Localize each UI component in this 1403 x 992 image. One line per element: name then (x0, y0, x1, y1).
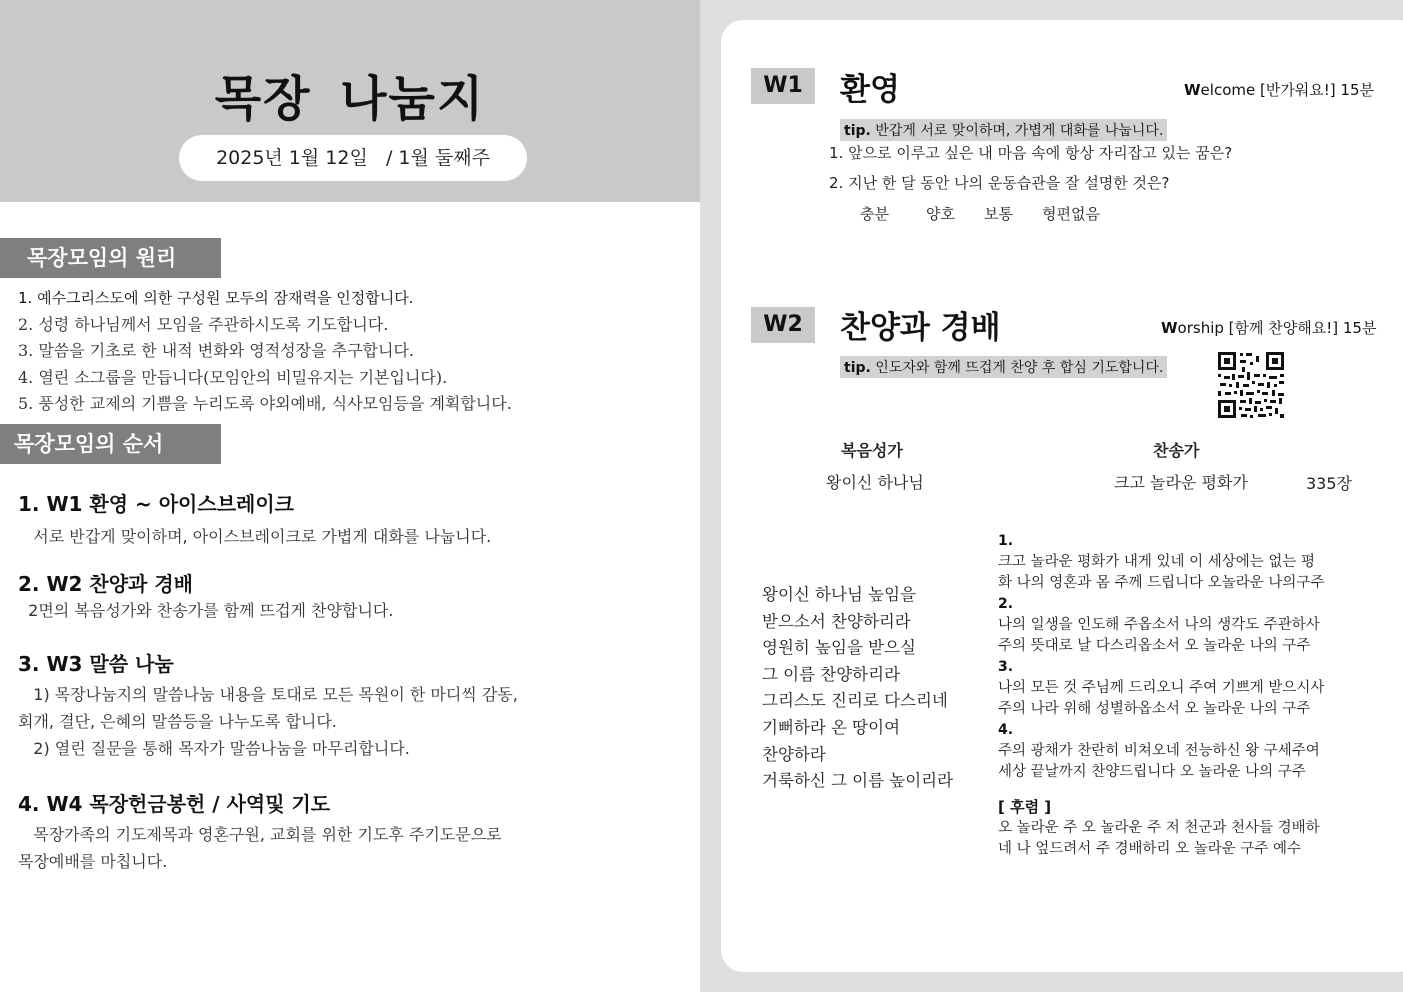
principle-item: 5. 풍성한 교제의 기쁨을 누리도록 야외예배, 식사모임등을 계획합니다. (18, 394, 512, 413)
verse-line: 나의 일생을 인도해 주옵소서 나의 생각도 주관하사 (998, 617, 1320, 633)
principle-item: 4. 열린 소그룹을 만듭니다(모임안의 비밀유지는 기본입니다). (18, 367, 448, 387)
hymn-lyrics (998, 531, 1373, 860)
w1-title: 환영 (840, 72, 900, 108)
w2-tip (840, 356, 1167, 378)
qr-code-icon[interactable] (1216, 350, 1286, 420)
w1-option: 형편없음 (1042, 205, 1100, 223)
lyric-line: 그 이름 찬양하리라 (762, 664, 901, 684)
date-pill (179, 135, 527, 181)
verse-number: 3. (998, 659, 1014, 675)
verse-line: 크고 놀라운 평화가 내게 있네 이 세상에는 없는 평 (998, 554, 1316, 570)
date-text: 2025년 1월 12일 / 1월 둘째주 (216, 147, 490, 169)
principle-item: 2. 성령 하나님께서 모임을 주관하시도록 기도합니다. (18, 314, 389, 334)
lyric-line: 영원히 높임을 받으실 (762, 638, 916, 658)
order-item-title: 3. W3 말씀 나눔 (18, 652, 174, 676)
order-item-title: 1. W1 환영 ~ 아이스브레이크 (18, 492, 294, 516)
verse-number: 1. (998, 533, 1014, 549)
verse-number: 4. (998, 722, 1014, 738)
order-item-desc: 회개, 결단, 은혜의 말씀등을 나누도록 합니다. (18, 712, 337, 731)
page-title: 목장 나눔지 (214, 71, 486, 127)
lyric-line: 기뻐하라 온 땅이여 (762, 717, 901, 737)
verse-line: 세상 끝날까지 찬양드립니다 오 놀라운 나의 구주 (998, 764, 1306, 780)
w2-tip-label: tip. (844, 360, 871, 376)
w1-option: 충분 (860, 205, 889, 223)
gospel-heading: 복음성가 (841, 441, 903, 460)
order-item-desc: 2) 열린 질문을 통해 목자가 말씀나눔을 마무리합니다. (18, 739, 410, 758)
w1-option: 양호 (926, 205, 955, 223)
w1-subtitle-rest: elcome [반가워요!] 15분 (1200, 81, 1374, 99)
hymn-song-title: 크고 놀라운 평화가 (1114, 473, 1248, 492)
refrain-label: [ 후렴 ] (998, 798, 1052, 816)
w1-option: 보통 (984, 205, 1013, 223)
lyric-line: 그리스도 진리로 다스리네 (762, 691, 948, 711)
gospel-song-title: 왕이신 하나님 (826, 473, 924, 492)
verse-line: 나의 모든 것 주님께 드리오니 주여 기쁘게 받으시사 (998, 680, 1325, 696)
refrain-line: 오 놀라운 주 오 놀라운 주 저 천군과 천사들 경배하 (998, 820, 1320, 836)
left-page (0, 0, 700, 992)
order-item (18, 788, 688, 875)
w2-subtitle (1161, 317, 1376, 338)
order-item-desc: 목장가족의 기도제목과 영혼구원, 교회를 위한 기도후 주기도문으로 (18, 825, 502, 844)
w2-subtitle-rest: orship [함께 찬양해요!] 15분 (1177, 319, 1377, 337)
hymn-number: 335장 (1306, 474, 1352, 493)
order-heading: 목장모임의 순서 (0, 424, 221, 464)
order-item (18, 488, 688, 568)
lyric-line: 왕이신 하나님 높임을 (762, 585, 916, 604)
gospel-lyrics (762, 582, 953, 795)
w1-question: 1. 앞으로 이루고 싶은 내 마음 속에 항상 자리잡고 있는 꿈은? (829, 144, 1233, 162)
lyric-line: 찬양하라 (762, 744, 826, 764)
verse-line: 주의 나라 위해 성별하옵소서 오 놀라운 나의 구주 (998, 701, 1311, 717)
order-item-desc: 서로 반갑게 맞이하며, 아이스브레이크로 가볍게 대화를 나눕니다. (18, 527, 492, 546)
verse-line: 화 나의 영혼과 몸 주께 드립니다 오놀라운 나의구주 (998, 575, 1325, 591)
refrain-line: 네 나 엎드려서 주 경배하리 오 놀라운 구주 예수 (998, 841, 1302, 857)
order-item-desc: 목장예배를 마칩니다. (18, 852, 168, 871)
order-item (18, 648, 688, 788)
w1-question: 2. 지난 한 달 동안 나의 운동습관을 잘 설명한 것은? (829, 174, 1170, 192)
principle-item: 3. 말씀을 기초로 한 내적 변화와 영적성장을 추구합니다. (18, 341, 414, 360)
w1-tip-label: tip. (844, 123, 871, 139)
w1-tip (840, 119, 1167, 141)
w2-badge: W2 (751, 307, 815, 343)
w2-tip-text: 인도자와 함께 뜨겁게 찬양 후 합심 기도합니다. (870, 360, 1164, 376)
principles-heading: 목장모임의 원리 (0, 238, 221, 278)
order-item-title: 2. W2 찬양과 경배 (18, 572, 193, 596)
principles-list (18, 285, 512, 418)
order-item-desc: 2면의 복음성가와 찬송가를 함께 뜨겁게 찬양합니다. (18, 601, 394, 620)
lyric-line: 거룩하신 그 이름 높이리라 (762, 771, 954, 791)
order-item (18, 568, 688, 648)
verse-line: 주의 뜻대로 날 다스리옵소서 오 놀라운 나의 구주 (998, 638, 1311, 654)
w1-badge: W1 (751, 68, 815, 104)
verse-number: 2. (998, 596, 1014, 612)
order-list (18, 488, 688, 875)
w2-subtitle-initial: W (1161, 319, 1178, 337)
hymn-heading: 찬송가 (1153, 441, 1200, 460)
verse-line: 주의 광채가 찬란히 비쳐오네 전능하신 왕 구세주여 (998, 743, 1320, 759)
order-item-desc: 1) 목장나눔지의 말씀나눔 내용을 토대로 모든 목원이 한 마디씩 감동, (18, 685, 518, 704)
w1-subtitle (1184, 79, 1374, 100)
order-item-title: 4. W4 목장헌금봉헌 / 사역및 기도 (18, 792, 331, 816)
w1-tip-text: 반갑게 서로 맞이하며, 가볍게 대화를 나눕니다. (870, 123, 1164, 139)
w1-subtitle-initial: W (1184, 81, 1201, 99)
w2-title: 찬양과 경배 (840, 310, 1001, 346)
lyric-line: 받으소서 찬양하리라 (762, 611, 911, 631)
principle-item: 1. 예수그리스도에 의한 구성원 모두의 잠재력을 인정합니다. (18, 289, 414, 307)
